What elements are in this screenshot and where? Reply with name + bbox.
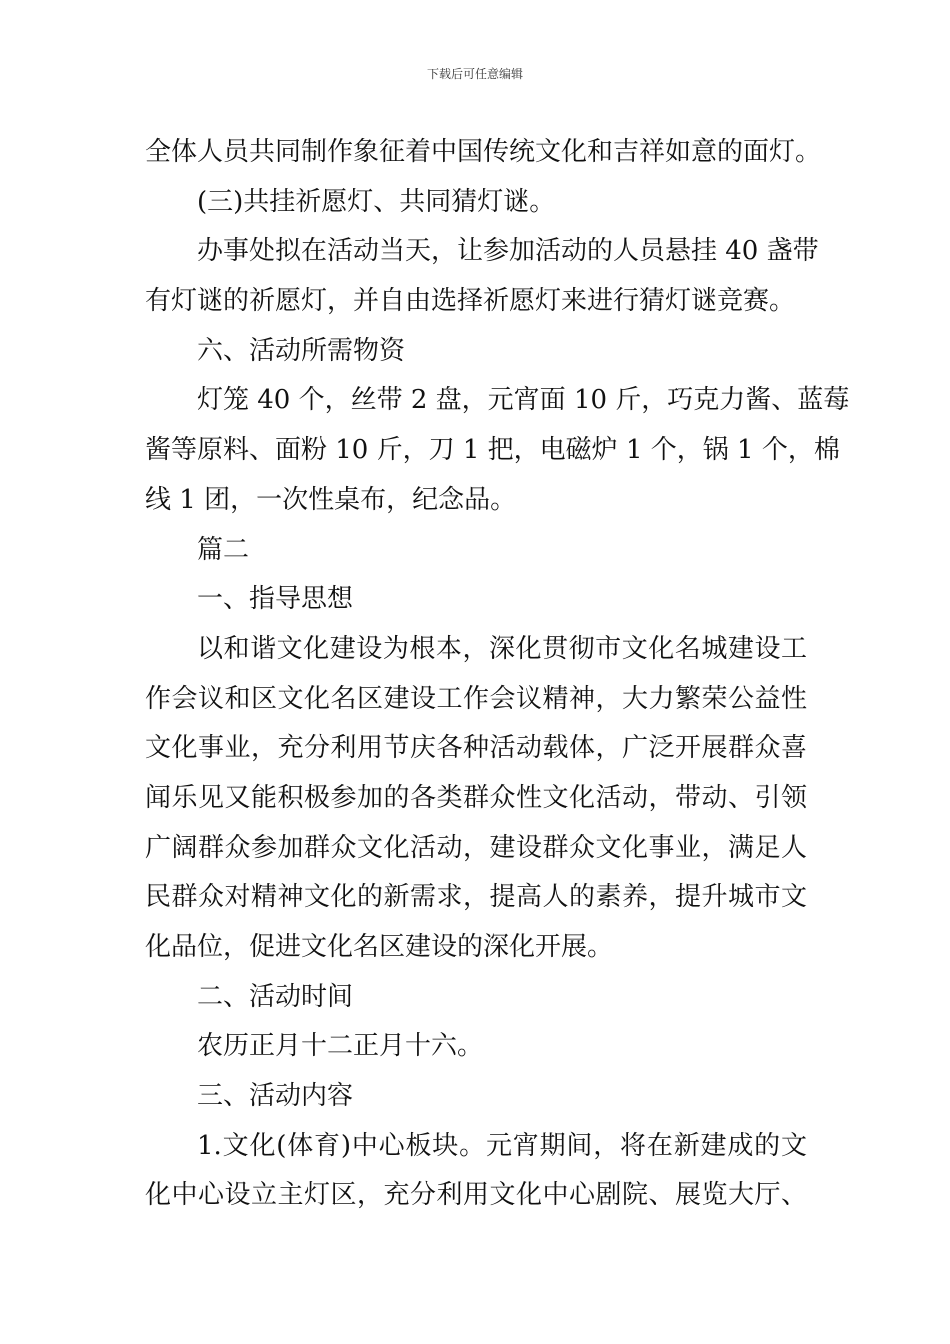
text-line: 篇二 — [197, 534, 250, 565]
text-line: 三、活动内容 — [197, 1081, 354, 1112]
text-line: 六、活动所需物资 — [197, 335, 406, 366]
text-line: 线 1 团，一次性桌布，纪念品。 — [145, 484, 517, 515]
text-line: 酱等原料、面粉 10 斤，刀 1 把，电磁炉 1 个，锅 1 个，棉 — [145, 435, 840, 466]
text-line: 有灯谜的祈愿灯，并自由选择祈愿灯来进行猜灯谜竞赛。 — [145, 286, 796, 317]
text-line: 灯笼 40 个，丝带 2 盘，元宵面 10 斤，巧克力酱、蓝莓 — [197, 385, 850, 416]
text-line: (三)共挂祈愿灯、共同猜灯谜。 — [197, 186, 556, 217]
page-header-note: 下载后可任意编辑 — [426, 67, 523, 81]
text-line: 一、指导思想 — [197, 584, 354, 615]
text-line: 以和谐文化建设为根本，深化贯彻市文化名城建设工 — [197, 633, 807, 664]
text-line: 民群众对精神文化的新需求，提高人的素养，提升城市文 — [145, 882, 807, 913]
text-line: 作会议和区文化名区建设工作会议精神，大力繁荣公益性 — [145, 683, 807, 714]
text-line: 农历正月十二正月十六。 — [197, 1031, 484, 1062]
text-line: 化品位，促进文化名区建设的深化开展。 — [145, 932, 614, 962]
text-line: 文化事业，充分利用节庆各种活动载体，广泛开展群众喜 — [145, 733, 807, 764]
text-line: 1.文化(体育)中心板块。元宵期间，将在新建成的文 — [197, 1130, 807, 1161]
text-line: 化中心设立主灯区，充分利用文化中心剧院、展览大厅、 — [145, 1180, 807, 1211]
text-line: 闻乐见又能积极参加的各类群众性文化活动，带动、引领 — [145, 782, 807, 813]
text-line: 广阔群众参加群众文化活动，建设群众文化事业，满足人 — [145, 832, 807, 863]
document-body — [145, 128, 850, 1221]
text-line: 全体人员共同制作象征着中国传统文化和吉祥如意的面灯。 — [145, 137, 822, 167]
text-line: 办事处拟在活动当天，让参加活动的人员悬挂 40 盏带 — [197, 236, 819, 267]
text-line: 二、活动时间 — [197, 981, 354, 1012]
